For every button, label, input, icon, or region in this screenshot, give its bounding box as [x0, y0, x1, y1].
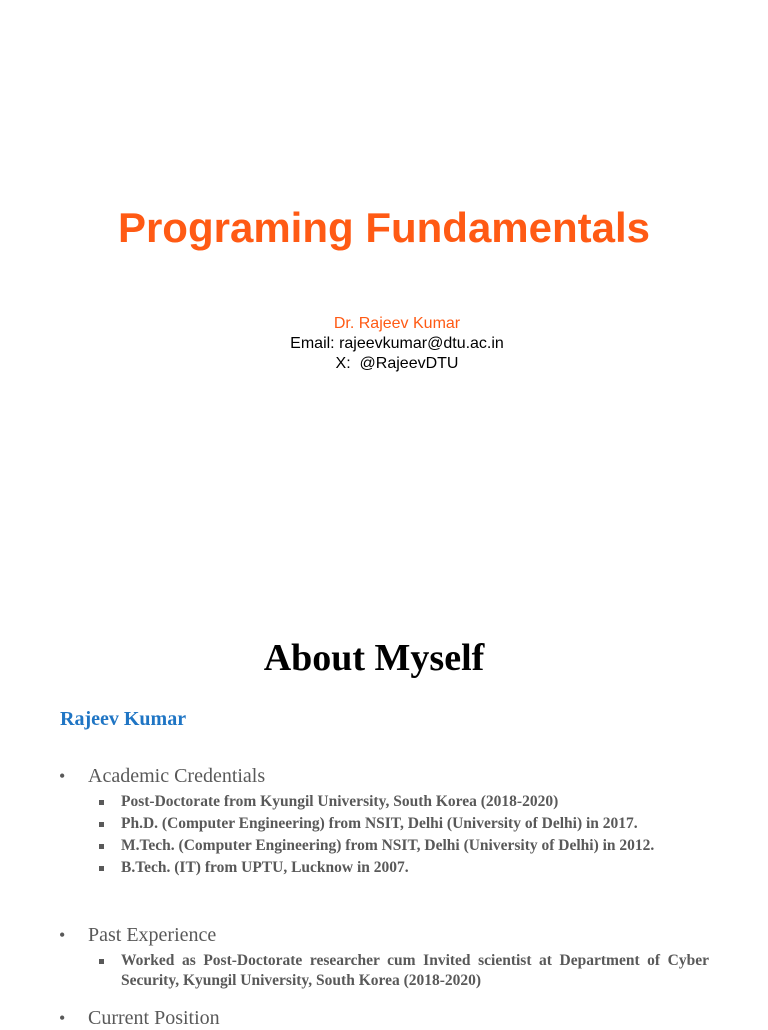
list-item: Worked as Post-Doctorate researcher cum Invited scientist at Department of Cyber Security, Kyungil University, South Korea (2018-2020) — [121, 952, 709, 989]
list-item: Ph.D. (Computer Engineering) from NSIT, Delhi (University of Delhi) in 2017. — [121, 814, 709, 834]
presenter-x-handle: X: @RajeevDTU — [335, 355, 459, 372]
presenter-email: Email: rajeevkumar@dtu.ac.in — [290, 335, 504, 352]
section-heading: • Current Position — [59, 1006, 719, 1030]
presentation-title: Programing Fundamentals — [117, 204, 651, 251]
list-item: M.Tech. (Computer Engineering) from NSIT, Delhi (University of Delhi) in 2012. — [121, 836, 709, 856]
experience-list — [59, 951, 709, 991]
section-current-position — [59, 1006, 719, 1030]
section-heading: • Academic Credentials — [59, 764, 719, 788]
list-item: Post-Doctorate from Kyungil University, South Korea (2018-2020) — [121, 792, 709, 812]
section-past-experience — [59, 923, 719, 993]
presenter-name: Dr. Rajeev Kumar — [333, 315, 461, 332]
credential-list — [59, 792, 709, 878]
list-item: B.Tech. (IT) from UPTU, Lucknow in 2007. — [121, 858, 709, 878]
section-heading: • Past Experience — [59, 923, 719, 947]
person-name: Rajeev Kumar — [60, 708, 187, 730]
about-slide — [0, 560, 768, 1029]
section-academic-credentials — [59, 764, 719, 880]
about-title: About Myself — [263, 637, 485, 679]
